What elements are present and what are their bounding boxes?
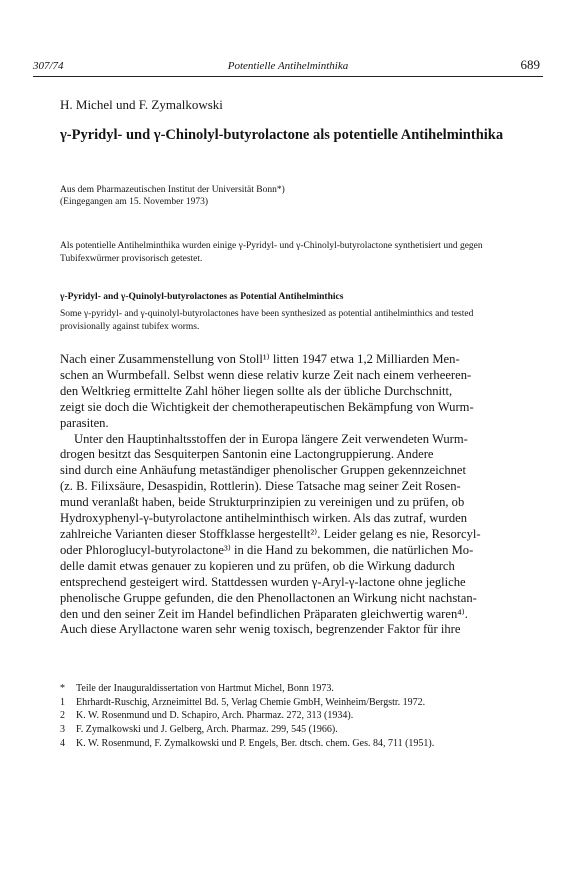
running-title: Potentielle Antihelminthika xyxy=(227,60,349,72)
body-line: Auch diese Aryllactone waren sehr wenig toxisch, begrenzender Faktor für ihre xyxy=(60,622,461,637)
article-title: γ-Pyridyl- und γ-Chinolyl-butyrolactone als potentielle Antihelminthika xyxy=(60,127,504,143)
body-line: zeigt sie doch die Wichtigkeit der chemotherapeutischen Bekämpfung von Wurm- xyxy=(60,399,474,414)
footnote-mark: 4 xyxy=(60,737,65,749)
affiliation xyxy=(60,184,285,208)
body-line: delle damit etwas genauer zu kopieren und zu prüfen, ob die Wirkung dadurch xyxy=(60,558,455,573)
body-line: sind durch eine Anhäufung metaständiger phenolischer Gruppen gekennzeichnet xyxy=(60,463,467,478)
footnote-text: K. W. Rosenmund und D. Schapiro, Arch. Pharmaz. 272, 313 (1934). xyxy=(76,710,354,722)
footnote-mark: 2 xyxy=(60,710,65,722)
body-line: Hydroxyphenyl-γ-butyrolactone antihelminthisch wirken. Als das zutraf, wurden xyxy=(60,511,468,526)
footnote-text: Ehrhardt-Ruschig, Arzneimittel Bd. 5, Verlag Chemie GmbH, Weinheim/Bergstr. 1972. xyxy=(76,696,426,708)
running-head xyxy=(33,57,543,76)
footnote xyxy=(60,682,540,696)
footnote-text: Teile der Inauguraldissertation von Hartmut Michel, Bonn 1973. xyxy=(76,683,334,694)
body-line: (z. B. Filixsäure, Desaspidin, Rottlerin). Diese Tatsache mag seiner Zeit Rosen- xyxy=(60,479,461,494)
received-date: (Eingegangen am 15. November 1973) xyxy=(60,197,208,207)
body-line: parasiten. xyxy=(60,415,109,430)
footnote-mark: 1 xyxy=(60,696,65,708)
body-line: entsprechend gesteigert wird. Stattdessen wurden γ-Aryl-γ-lactone ohne jegliche xyxy=(60,574,466,589)
body-line: phenolische Gruppe gefunden, die den Phenollactonen an Wirkung nicht nachstan- xyxy=(60,590,477,605)
authors: H. Michel und F. Zymalkowski xyxy=(60,97,223,112)
footnote xyxy=(60,723,540,737)
footnote-text: K. W. Rosenmund, F. Zymalkowski und P. Engels, Ber. dtsch. chem. Ges. 84, 711 (1951). xyxy=(76,737,435,749)
abstract-german: Als potentielle Antihelminthika wurden einige γ-Pyridyl- und γ-Chinolyl-butyrolactone synthetisiert und gegen Tubifexwürmer provisorisch getestet. xyxy=(60,241,483,264)
body-line: zahlreiche Varianten dieser Stoffklasse hergestellt²⁾. Leider gelang es nie, Resorcyl- xyxy=(60,526,481,541)
footnote xyxy=(60,709,540,723)
footnote-mark: * xyxy=(60,683,65,694)
footnotes xyxy=(60,682,540,751)
body-text xyxy=(60,352,538,638)
body-line: Unter den Hauptinhaltsstoffen der in Europa längere Zeit verwendeten Wurm- xyxy=(74,431,468,446)
body-line: den und den seiner Zeit im Handel befindlichen Präparaten gleichwertig waren⁴⁾. xyxy=(60,606,468,621)
footnote xyxy=(60,696,540,710)
body-line: den Weltkrieg ermittelte Zahl höher liegen sollte als der übliche Durchschnitt, xyxy=(60,383,453,398)
header-rule xyxy=(33,76,543,77)
footnote-text: F. Zymalkowski und J. Gelberg, Arch. Pharmaz. 299, 545 (1966). xyxy=(76,724,338,736)
footnote xyxy=(60,737,540,751)
page-number: 689 xyxy=(520,57,540,72)
affiliation-institute: Aus dem Pharmazeutischen Institut der Universität Bonn*) xyxy=(60,185,285,195)
english-title: γ-Pyridyl- and γ-Quinolyl-butyrolactones as Potential Antihelminthics xyxy=(60,292,344,302)
body-line: oder Phloroglucyl-butyrolactone³⁾ in die Hand zu bekommen, die natürlichen Mo- xyxy=(60,542,474,557)
footnote-mark: 3 xyxy=(60,724,65,736)
body-line: drogen besitzt das Sesquiterpen Santonin eine Lactongruppierung. Andere xyxy=(60,447,434,462)
body-line: schen an Wurmbefall. Selbst wenn diese relativ kurze Zeit nach einem verheeren- xyxy=(60,367,472,382)
journal-issue: 307/74 xyxy=(33,60,64,72)
body-line: Nach einer Zusammenstellung von Stoll¹⁾ litten 1947 etwa 1,2 Milliarden Men- xyxy=(60,352,460,366)
abstract-english: Some γ-pyridyl- and γ-quinolyl-butyrolactones have been synthesized as potential antihelminthics and tested provisionally against tubifex worms. xyxy=(60,309,474,332)
body-line: mund veranlaßt haben, beide Strukturprinzipien zu vereinigen und zu prüfen, ob xyxy=(60,495,465,510)
